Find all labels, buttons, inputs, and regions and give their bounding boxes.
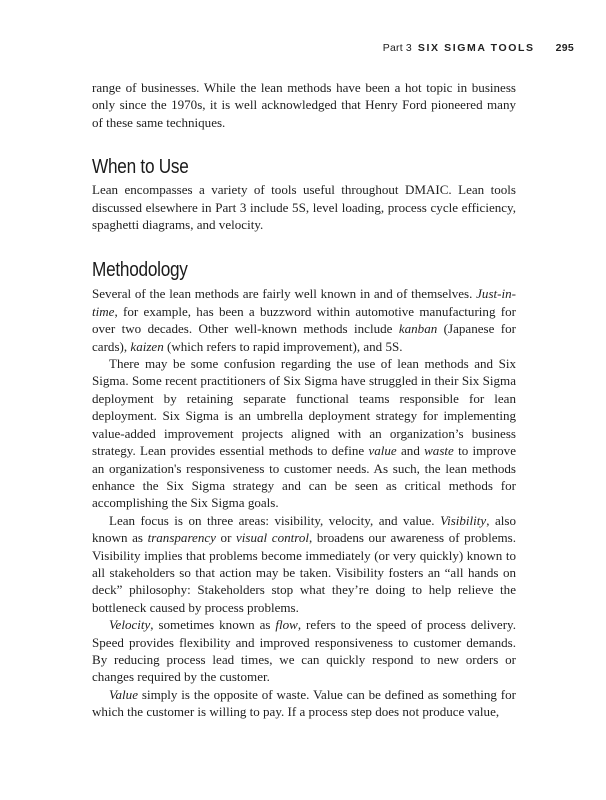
methodology-paragraph-3 [92, 512, 516, 616]
term-kaizen: kaizen [130, 338, 164, 354]
running-head [383, 42, 574, 54]
intro-paragraph: range of businesses. While the lean methods have been a hot topic in business only since the 1970s, it is well acknowledged that Henry Ford pioneered many of these same techniques. [92, 80, 516, 130]
methodology-paragraph-5 [92, 686, 516, 721]
page-number: 295 [555, 42, 574, 54]
text-run: (which refers to rapid improvement), and 5S. [163, 338, 403, 354]
running-head-title: SIX SIGMA TOOLS [417, 42, 535, 54]
term-velocity: Velocity [109, 617, 151, 633]
text-run: or [215, 530, 237, 546]
text-run: and [396, 443, 425, 459]
text-run: There may be some confusion regarding the use of lean methods and Six Sigma. Some recent practitioners of Six Sigma have struggled in their Six Sigma deployment by retaining separate functional teams responsible for lean deployment. Six Sigma is an umbrella deployment strategy for implementing value-added improvement projects aligned with an organization’s business strategy. Lean provides essential methods to define [92, 356, 516, 459]
term-visibility: Visibility [440, 512, 487, 528]
when-to-use-heading: When to Use [92, 156, 189, 179]
term-transparency: transparency [147, 530, 216, 546]
methodology-paragraph-1 [92, 285, 516, 355]
text-run: Several of the lean methods are fairly well known in and of themselves. [92, 286, 477, 302]
text-run: , sometimes known as [150, 617, 276, 633]
term-value: value [368, 443, 397, 459]
page-body [92, 79, 516, 721]
text-run: simply is the opposite of waste. Value can be defined as something for which the customer is willing to pay. If a process step does not produce value, [92, 686, 516, 720]
running-head-part: Part 3 [382, 42, 412, 54]
term-value-para: Value [109, 686, 138, 702]
term-waste: waste [424, 443, 454, 459]
text-run: (Japanese for cards), [92, 321, 516, 354]
text-run: to improve an organization's responsiveness to customer needs. As such, the lean methods enhance the Six Sigma strategy and can be seen as critical methods for accomplishing the Six Sigma goals. [92, 443, 516, 511]
text-run: , also known as [92, 512, 516, 546]
when-to-use-paragraph: Lean encompasses a variety of tools useful throughout DMAIC. Lean tools discussed elsewhere in Part 3 include 5S, level loading, process cycle efficiency, spaghetti diagrams, and velocity. [92, 182, 516, 233]
methodology-paragraph-2 [92, 355, 516, 512]
text-run: , refers to the speed of process delivery. Speed provides flexibility and improved responsiveness to customer demands. By reducing process lead times, we can quickly respond to new orders or changes required by the customer. [92, 617, 516, 685]
term-flow: flow [275, 617, 298, 633]
term-just-in-time: Just-in-time [92, 286, 516, 319]
methodology-heading: Methodology [92, 259, 188, 282]
methodology-paragraph-4 [92, 616, 516, 686]
term-kanban: kanban [398, 321, 438, 337]
text-run: , for example, has been a buzzword within automotive manufacturing for over two decades. Other well-known methods include [92, 303, 516, 337]
text-run: , broadens our awareness of problems. Visibility implies that problems become immediately (or very quickly) known to all stakeholders so that action may be taken. Visibility fosters an “all hands on deck” philosophy: Stakeholders stop what they’re doing to help relieve the bottleneck caused by process problems. [92, 530, 516, 615]
text-run: Lean focus is on three areas: visibility, velocity, and value. [109, 512, 441, 528]
term-visual-control: visual control [236, 530, 309, 546]
